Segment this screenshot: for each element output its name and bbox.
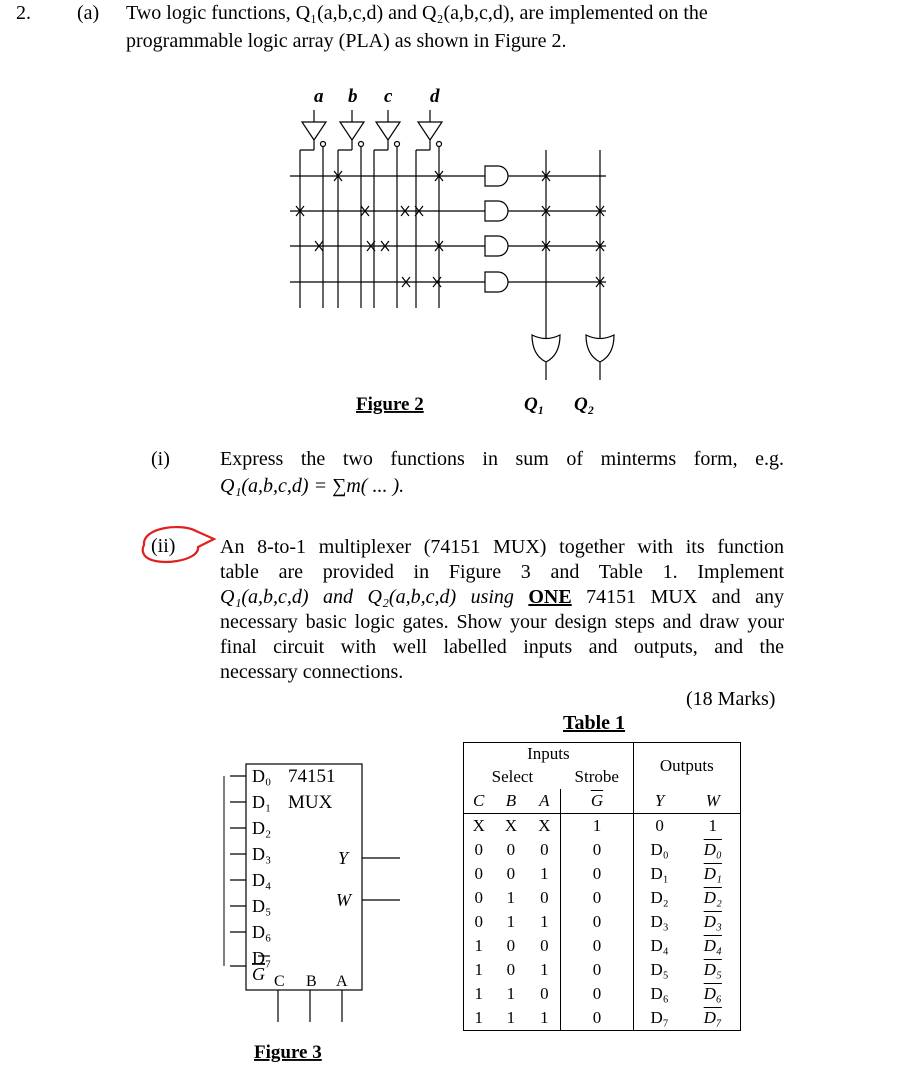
mux-chip-label: 74151: [288, 766, 336, 787]
mux-data-input-label: D₁: [252, 792, 272, 812]
sub-ii-line-6: necessary connections.: [220, 661, 404, 683]
mux-select-label: C: [274, 973, 285, 990]
table-1-caption: Table 1: [563, 712, 626, 734]
mux-data-input-label: D₂: [252, 818, 272, 838]
table-row: [464, 1006, 741, 1031]
marks: (18 Marks): [686, 688, 776, 710]
table-cell: D₀: [686, 838, 741, 862]
table-cell: 0: [464, 886, 494, 910]
table-row: [464, 862, 741, 886]
table-cell: D₃: [686, 910, 741, 934]
table-cell: D₀: [650, 840, 669, 859]
function-table: [463, 742, 741, 1031]
table-cell: 1: [464, 982, 494, 1006]
sub-ii-line-1: An 8-to-1 multiplexer (74151 MUX) together with its function: [220, 536, 784, 558]
mux-data-input-label: D₀: [252, 766, 272, 786]
table-cell: 1: [528, 862, 560, 886]
sub-ii-line-4: necessary basic logic gates. Show your design steps and draw your: [220, 611, 784, 633]
table-cell: X: [464, 814, 494, 839]
or-gate-q2: [586, 335, 614, 380]
mux-select-label: B: [306, 973, 317, 990]
table-cell: 0: [464, 862, 494, 886]
and-gates: [485, 166, 508, 292]
mux-strobe-label: G: [252, 964, 265, 984]
table-cell: 1: [493, 1006, 528, 1031]
pla-input-label: a: [314, 86, 324, 107]
col-header: C: [464, 789, 494, 814]
table-row: [464, 982, 741, 1006]
sub-i-label: (i): [151, 448, 170, 470]
table-cell: 0: [506, 840, 516, 859]
pla-input-label: d: [430, 86, 440, 107]
mux-data-input-label: D₄: [252, 870, 272, 890]
col-header: $\overline{G}$: [561, 789, 633, 814]
figure-3-caption: Figure 3: [254, 1042, 322, 1063]
table-cell: 0: [561, 1006, 633, 1031]
intro-line-2: programmable logic array (PLA) as shown in Figure 2.: [126, 30, 567, 52]
table-cell: 0: [561, 886, 633, 910]
col-header: W: [686, 789, 741, 814]
table-cell: D₆: [686, 982, 741, 1006]
table-cell: 1: [528, 910, 560, 934]
table-cell: 0: [464, 838, 494, 862]
figure-3-mux-diagram: [210, 760, 420, 1070]
table-row: [464, 838, 741, 862]
pla-input-label: c: [384, 86, 393, 107]
sub-ii-line-5: final circuit with well labelled inputs and outputs, and the: [220, 636, 784, 658]
table-cell: 0: [528, 886, 560, 910]
table-row: [464, 934, 741, 958]
table-cell: D₆: [650, 984, 669, 1003]
sub-ii-line-2: table are provided in Figure 3 and Table 1. Implement: [220, 561, 784, 583]
output-label-q1: Q₁: [524, 394, 545, 415]
table-cell: 1: [464, 958, 494, 982]
table-cell: 0: [528, 982, 560, 1006]
table-cell: D₂: [650, 888, 669, 907]
header-inputs: Inputs: [464, 743, 634, 766]
table-cell: D₄: [686, 934, 741, 958]
table-row: [464, 958, 741, 982]
or-plane-lines: [508, 176, 606, 282]
figure-2-caption: Figure 2: [356, 394, 424, 415]
or-gate-q1: [532, 335, 560, 380]
table-cell: D₇: [633, 1006, 685, 1031]
table-cell: 0: [506, 936, 516, 955]
table-cell: D₃: [650, 912, 669, 931]
mux-data-input-label: D₇: [252, 948, 272, 968]
table-cell: X: [504, 816, 518, 835]
pla-input-label: b: [348, 86, 358, 107]
part-a-label: (a): [77, 2, 100, 24]
header-outputs: Outputs: [633, 743, 740, 790]
mux-data-input-label: D₆: [252, 922, 272, 942]
table-cell: D₁: [686, 862, 741, 886]
table-row: [464, 814, 741, 839]
sub-ii-text: [220, 535, 784, 685]
table-cell: 1: [464, 1006, 494, 1031]
table-cell: 1: [561, 814, 633, 839]
table-cell: D₅: [686, 958, 741, 982]
pla-connections: [296, 171, 604, 287]
table-row: [464, 910, 741, 934]
mux-output-y-label: Y: [338, 848, 349, 868]
table-cell: 1: [686, 814, 741, 839]
table-cell: 0: [561, 910, 633, 934]
mux-type-label: MUX: [288, 792, 333, 813]
table-cell: 0: [561, 982, 633, 1006]
sub-i-text: [220, 448, 784, 498]
table-cell: X: [528, 814, 560, 839]
mux-output-w-label: W: [336, 890, 351, 910]
red-circle-annotation: [138, 517, 218, 569]
col-header: B: [493, 789, 528, 814]
table-cell: 0: [528, 934, 560, 958]
table-cell: 1: [506, 984, 516, 1003]
or-plane-columns: [546, 150, 600, 338]
table-cell: 0: [561, 958, 633, 982]
col-header: A: [528, 789, 560, 814]
table-cell: 1: [528, 958, 560, 982]
figure-2-pla-diagram: [270, 80, 630, 420]
product-lines: [290, 176, 485, 282]
table-cell: D₅: [650, 960, 669, 979]
table-cell: 0: [506, 960, 516, 979]
sub-ii-line-3: Q₁(a,b,c,d) and Q₂(a,b,c,d) using ONE 74151 MUX and any: [220, 586, 784, 608]
intro-line-1: Two logic functions, Q₁(a,b,c,d) and Q₂(a,b,c,d), are implemented on the: [126, 2, 708, 24]
table-cell: D₇: [686, 1006, 741, 1031]
table-cell: 0: [506, 864, 516, 883]
table-cell: 1: [506, 912, 516, 931]
table-row: [464, 886, 741, 910]
col-header: Y: [633, 789, 685, 814]
table-cell: D₁: [650, 864, 669, 883]
table-cell: 1: [528, 1006, 560, 1031]
table-cell: 0: [561, 934, 633, 958]
table-cell: 0: [464, 910, 494, 934]
question-number: 2.: [16, 2, 31, 24]
table-cell: 1: [464, 934, 494, 958]
table-cell: D₄: [650, 936, 669, 955]
sub-i-line-1: Express the two functions in sum of minterms form, e.g.: [220, 448, 784, 470]
header-select: Select: [464, 765, 561, 789]
table-cell: 0: [561, 838, 633, 862]
sub-ii-label: (ii): [151, 535, 176, 557]
mux-data-input-label: D₅: [252, 896, 272, 916]
table-cell: 0: [655, 816, 664, 835]
table-cell: 0: [528, 838, 560, 862]
mux-select-label: A: [336, 973, 348, 990]
header-strobe: Strobe: [574, 767, 619, 786]
table-cell: 1: [506, 888, 516, 907]
sub-i-line-2: Q₁(a,b,c,d) = ∑m( ... ).: [220, 475, 405, 497]
output-label-q2: Q₂: [574, 394, 595, 415]
table-cell: 0: [561, 862, 633, 886]
table-cell: D₂: [686, 886, 741, 910]
mux-data-input-label: D₃: [252, 844, 272, 864]
